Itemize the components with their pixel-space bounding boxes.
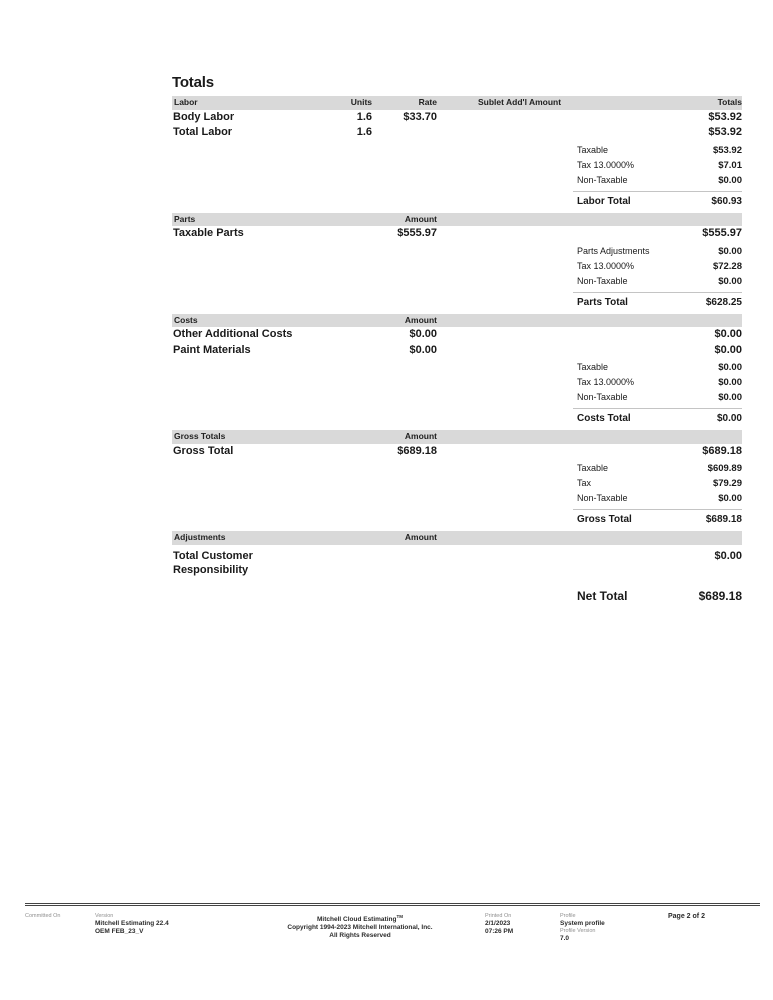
col-header-amount: Amount <box>404 314 437 325</box>
total-label: Costs Total <box>577 413 631 424</box>
breakdown-row-tax <box>573 259 742 274</box>
gross-totals-section <box>172 430 742 526</box>
breakdown-value: $79.29 <box>712 478 742 489</box>
row-units: 1.6 <box>356 110 372 123</box>
row-total: $689.18 <box>702 444 742 457</box>
total-label: Labor Total <box>577 195 631 207</box>
table-row-body-labor <box>172 110 742 126</box>
breakdown-value: $0.00 <box>718 174 742 186</box>
row-label: Body Labor <box>173 110 235 123</box>
gross-header-row <box>172 430 742 444</box>
labor-breakdown <box>172 143 742 188</box>
breakdown-row-non-taxable <box>573 491 742 506</box>
table-row-total-customer-responsibility <box>172 549 742 577</box>
version-line1: Mitchell Estimating 22.4 <box>95 920 169 927</box>
col-header-amount: Amount <box>404 532 437 542</box>
committed-on-label: Committed On <box>25 913 61 919</box>
breakdown-label: Non-Taxable <box>577 275 628 286</box>
table-row-taxable-parts <box>172 226 742 242</box>
footer-committed-on <box>25 913 60 920</box>
breakdown-value: $53.92 <box>712 144 742 156</box>
breakdown-value: $609.89 <box>707 463 742 474</box>
breakdown-label: Tax 13.0000% <box>577 260 635 271</box>
breakdown-label: Non-Taxable <box>577 392 628 402</box>
breakdown-value: $7.01 <box>718 159 742 171</box>
labor-section <box>172 96 742 208</box>
breakdown-value: $0.00 <box>718 377 742 388</box>
row-total: $53.92 <box>708 126 742 138</box>
parts-header-row <box>172 213 742 227</box>
product-name-line <box>250 913 470 924</box>
col-header-adjustments: Adjustments <box>174 532 226 542</box>
gross-total-row <box>573 509 742 526</box>
net-total-row <box>573 589 742 603</box>
row-sublet <box>437 110 612 126</box>
table-row-total-labor <box>172 125 742 141</box>
version-line2: OEM FEB_23_V <box>95 928 144 935</box>
breakdown-label: Parts Adjustments <box>577 245 650 256</box>
adjustments-section <box>172 531 742 603</box>
total-value: $0.00 <box>716 413 742 424</box>
product-name: Mitchell Cloud Estimating <box>317 916 397 924</box>
row-total: $0.00 <box>714 343 742 356</box>
breakdown-label: Taxable <box>577 144 609 155</box>
breakdown-label: Non-Taxable <box>577 174 628 185</box>
row-amount: $555.97 <box>397 227 437 239</box>
table-row-gross-total <box>172 444 742 460</box>
col-header-costs: Costs <box>174 314 198 325</box>
breakdown-row-taxable <box>573 143 742 158</box>
breakdown-label: Taxable <box>577 463 609 473</box>
row-amount: $689.18 <box>397 444 437 457</box>
gross-breakdown <box>172 461 742 506</box>
page-footer <box>0 903 773 963</box>
labor-total-row <box>573 191 742 208</box>
col-header-totals: Totals <box>717 97 742 107</box>
costs-total-row <box>573 408 742 425</box>
breakdown-value: $0.00 <box>718 275 742 287</box>
profile-label: Profile <box>560 913 576 919</box>
breakdown-value: $0.00 <box>718 493 742 504</box>
breakdown-value: $72.28 <box>712 260 742 272</box>
breakdown-value: $0.00 <box>718 245 742 257</box>
profile-value: System profile <box>560 920 605 927</box>
breakdown-label: Taxable <box>577 362 609 372</box>
breakdown-label: Tax 13.0000% <box>577 377 635 387</box>
breakdown-label: Non-Taxable <box>577 493 628 503</box>
col-header-labor: Labor <box>174 97 198 107</box>
total-value: $60.93 <box>711 195 742 207</box>
row-rate: $33.70 <box>403 110 437 123</box>
breakdown-row-taxable <box>573 360 742 375</box>
row-label: Total Customer Responsibility <box>173 549 253 576</box>
row-amount: $0.00 <box>409 343 437 356</box>
col-header-gross-totals: Gross Totals <box>174 431 226 441</box>
footer-version <box>95 913 169 936</box>
breakdown-value: $0.00 <box>718 392 742 403</box>
row-sublet <box>437 125 612 141</box>
footer-product-info <box>250 913 470 940</box>
table-row-paint-materials <box>172 343 742 359</box>
costs-section <box>172 314 742 426</box>
row-label: Taxable Parts <box>173 227 244 239</box>
col-header-amount: Amount <box>404 431 437 441</box>
row-total: $0.00 <box>714 549 742 562</box>
net-total-label: Net Total <box>577 588 628 603</box>
breakdown-row-non-taxable <box>573 390 742 405</box>
table-row-other-additional-costs <box>172 327 742 343</box>
copyright-line: Copyright 1994-2023 Mitchell International, Inc. <box>287 924 433 932</box>
version-label: Version <box>95 913 114 919</box>
row-units: 1.6 <box>356 126 372 138</box>
col-header-parts: Parts <box>174 213 196 224</box>
col-header-amount: Amount <box>404 213 437 224</box>
breakdown-row-non-taxable <box>573 173 742 188</box>
labor-header-row <box>172 96 742 110</box>
breakdown-row-parts-adjustments <box>573 244 742 259</box>
parts-breakdown <box>172 244 742 289</box>
total-value: $689.18 <box>705 514 742 525</box>
profile-version-label: Profile Version <box>560 928 596 934</box>
col-header-sublet: Sublet Add'l Amount <box>478 97 562 107</box>
footer-printed-on <box>485 913 513 936</box>
breakdown-row-tax <box>573 476 742 491</box>
net-total-value: $689.18 <box>698 588 742 603</box>
totals-report <box>172 74 742 607</box>
printed-time: 07:26 PM <box>485 928 514 935</box>
rights-line: All Rights Reserved <box>329 932 391 940</box>
footer-profile <box>560 913 605 943</box>
total-label: Gross Total <box>577 514 632 525</box>
row-total: $0.00 <box>714 328 742 340</box>
printed-date: 2/1/2023 <box>485 920 511 927</box>
page-indicator: Page 2 of 2 <box>668 913 705 920</box>
breakdown-label: Tax 13.0000% <box>577 159 635 170</box>
row-total: $555.97 <box>702 227 742 239</box>
breakdown-row-tax <box>573 158 742 173</box>
col-header-rate: Rate <box>418 97 437 107</box>
breakdown-row-tax <box>573 375 742 390</box>
row-amount: $0.00 <box>409 328 437 340</box>
costs-breakdown <box>172 360 742 405</box>
printed-on-label: Printed On <box>485 913 512 919</box>
breakdown-row-non-taxable <box>573 274 742 289</box>
footer-divider <box>25 903 760 906</box>
profile-version-value: 7.0 <box>560 935 570 942</box>
parts-section <box>172 213 742 309</box>
row-label: Paint Materials <box>173 343 251 356</box>
breakdown-value: $0.00 <box>718 362 742 373</box>
row-rate <box>372 125 437 141</box>
row-label: Other Additional Costs <box>173 328 293 340</box>
col-header-units: Units <box>350 97 372 107</box>
breakdown-row-taxable <box>573 461 742 476</box>
page-title: Totals <box>172 74 214 91</box>
costs-header-row <box>172 314 742 328</box>
row-label: Total Labor <box>173 126 233 138</box>
trademark-symbol: TM <box>396 914 403 919</box>
breakdown-label: Tax <box>577 478 592 488</box>
row-label: Gross Total <box>173 444 234 457</box>
total-label: Parts Total <box>577 296 628 308</box>
adjustments-header-row <box>172 531 742 545</box>
parts-total-row <box>573 292 742 309</box>
total-value: $628.25 <box>705 296 742 308</box>
row-total: $53.92 <box>708 110 742 123</box>
